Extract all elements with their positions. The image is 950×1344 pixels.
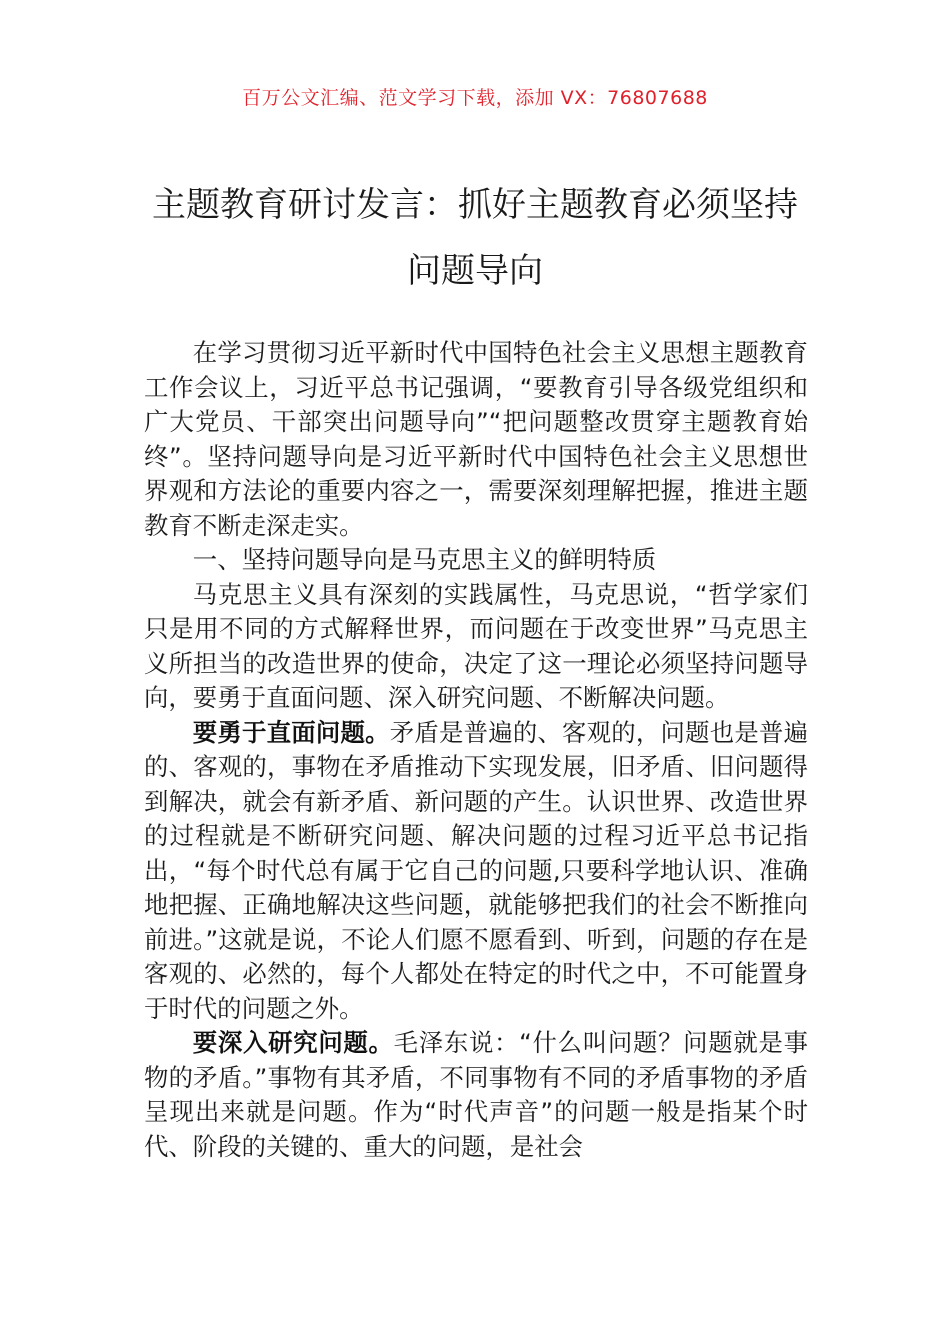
document-body bbox=[144, 336, 808, 1164]
paragraph-lead: 要勇于直面问题。 bbox=[192, 717, 390, 747]
paragraph-text: 在学习贯彻习近平新时代中国特色社会主义思想主题教育工作会议上，习近平总书记强调，“要教育引导各级党组织和广大党员、干部突出问题导向”“把问题整改贯穿主题教育始终”。坚持问题导向是习近平新时代中国特色社会主义思想世界观和方法论的重要内容之一，需要深刻理解把握，推进主题教育不断走深走实。 bbox=[144, 338, 808, 540]
paragraph-lead: 要深入研究问题。 bbox=[192, 1028, 394, 1057]
paragraph-text: 毛泽东说：“什么叫问题？问题就是事物的矛盾。”事物有其矛盾，不同事物有不同的矛盾事物的矛盾呈现出来就是问题。作为“时代声音”的问题一般是指某个时代、阶段的关键的、重大的问题，是社会 bbox=[144, 1028, 808, 1161]
page-title: 主题教育研讨发言：抓好主题教育必须坚持问题导向 bbox=[152, 185, 798, 291]
paragraph-3 bbox=[144, 716, 808, 1027]
paragraph-text: 一、坚持问题导向是马克思主义的鲜明特质 bbox=[192, 545, 657, 574]
header-note: 百万公文汇编、范文学习下载，添加 VX：76807688 bbox=[242, 87, 708, 109]
paragraph-2 bbox=[144, 578, 808, 716]
paragraph-text: 矛盾是普遍的、客观的，问题也是普遍的、客观的，事物在矛盾推动下实现发展，旧矛盾、旧问题得到解决，就会有新矛盾、新问题的产生。认识世界、改造世界的过程就是不断研究问题、解决问题的过程习近平总书记指出，“每个时代总有属于它自己的问题,只要科学地认识、准确地把握、正确地解决这些问题，就能够把我们的社会不断推向前进。”这就是说，不论人们愿不愿看到、听到，问题的存在是客观的、必然的，每个人都处在特定的时代之中，不可能置身于时代的问题之外。 bbox=[144, 717, 808, 1023]
paragraph-text: 马克思主义具有深刻的实践属性，马克思说，“哲学家们只是用不同的方式解释世界，而问题在于改变世界”马克思主义所担当的改造世界的使命，决定了这一理论必须坚持问题导向，要勇于直面问题、深入研究问题、不断解决问题。 bbox=[144, 579, 808, 712]
paragraph-4 bbox=[144, 1026, 808, 1164]
paragraph-1 bbox=[144, 336, 808, 543]
section-heading-1 bbox=[144, 543, 808, 578]
